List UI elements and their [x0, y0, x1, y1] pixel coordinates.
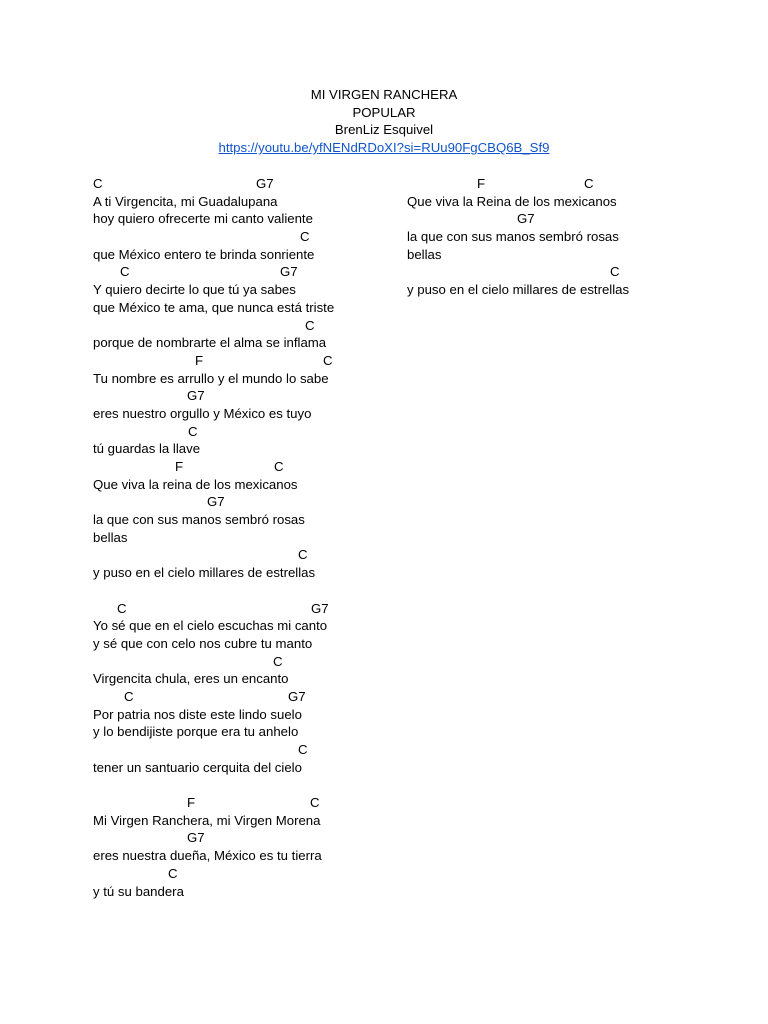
lyric-line: que México entero te brinda sonriente [93, 246, 315, 262]
lyric-line: bellas [407, 246, 442, 262]
chord-line [93, 600, 393, 618]
chord: G7 [311, 600, 329, 616]
lyric-line: bellas [93, 529, 128, 545]
lyrics-column-left [93, 175, 393, 900]
chord: G7 [207, 494, 225, 510]
chord-line [407, 175, 707, 193]
song-title: MI VIRGEN RANCHERA [310, 87, 458, 102]
lyric-line: hoy quiero ofrecerte mi canto valiente [93, 211, 313, 227]
lyrics-column-right [407, 175, 707, 299]
chord: C [124, 688, 134, 704]
lyric-line: Que viva la reina de los mexicanos [93, 476, 298, 492]
lyric-line: Mi Virgen Ranchera, mi Virgen Morena [93, 812, 321, 828]
chord-line [93, 794, 393, 812]
chord: C [323, 352, 333, 368]
lyric-line: Que viva la Reina de los mexicanos [407, 193, 617, 209]
lyric-line: y sé que con celo nos cubre tu manto [93, 635, 313, 651]
chord: F [195, 352, 204, 368]
lyric-line: Virgencita chula, eres un encanto [93, 671, 289, 687]
lyric-line: eres nuestra dueña, México es tu tierra [93, 848, 322, 864]
chord: C [298, 742, 308, 757]
chord-line [93, 263, 393, 281]
chord-line [93, 423, 393, 441]
chord: F [175, 459, 184, 474]
chord-line [93, 458, 393, 476]
chord-line [93, 741, 393, 759]
chord: G7 [517, 211, 535, 227]
chord: C [298, 547, 308, 563]
lyric-line: Por patria nos diste este lindo suelo [93, 706, 302, 722]
blank-line [93, 776, 393, 794]
chord-line [407, 210, 707, 228]
lyric-line: que México te ama, que nunca está triste [93, 299, 335, 315]
lyric-line: y lo bendijiste porque era tu anhelo [93, 724, 299, 740]
chord-line [93, 352, 393, 370]
chord: F [477, 176, 486, 191]
chord-line [93, 546, 393, 564]
chord: C [117, 600, 127, 616]
chord: C [188, 423, 198, 439]
chord-line [93, 175, 393, 193]
chord-line [93, 688, 393, 706]
chord-line [93, 653, 393, 671]
lyric-line: tú guardas la llave [93, 441, 201, 457]
chord: C [168, 865, 178, 881]
song-author: BrenLiz Esquivel [334, 122, 434, 138]
lyric-line: la que con sus manos sembró rosas [407, 229, 619, 245]
chord-line [93, 493, 393, 511]
lyric-line: Y quiero decirte lo que tú ya sabes [93, 282, 296, 298]
lyric-line: Yo sé que en el cielo escuchas mi canto [93, 618, 328, 634]
chord: C [300, 229, 310, 245]
lyric-line: Tu nombre es arrullo y el mundo lo sabe [93, 370, 329, 386]
chord-line [407, 263, 707, 281]
lyric-line: y puso en el cielo millares de estrellas [407, 282, 630, 298]
lyric-line: porque de nombrarte el alma se inflama [93, 335, 327, 351]
chord: G7 [187, 830, 205, 846]
chord: C [310, 795, 320, 811]
lyric-line: eres nuestro orgullo y México es tuyo [93, 405, 312, 421]
lyric-line: tener un santuario cerquita del cielo [93, 759, 302, 775]
lyric-line: A ti Virgencita, mi Guadalupana [93, 193, 278, 209]
lyric-line: y tú su bandera [93, 883, 184, 899]
chord: C [610, 264, 620, 280]
song-subtitle: POPULAR [352, 104, 416, 120]
chord: C [274, 459, 284, 474]
song-header [0, 86, 768, 157]
chord: C [273, 653, 283, 669]
lyric-line: la que con sus manos sembró rosas [93, 512, 305, 528]
youtube-link[interactable]: https://youtu.be/yfNENdRDoXI?si=RUu90FgCBQ6B_Sf9 [218, 140, 550, 156]
chord: G7 [288, 688, 306, 704]
chord: G7 [256, 176, 274, 191]
chord-line [93, 829, 393, 847]
chord: C [120, 264, 130, 280]
chord-line [93, 228, 393, 246]
chord: G7 [187, 388, 205, 404]
chord: F [187, 795, 196, 811]
chord: C [93, 176, 103, 191]
chord: C [305, 317, 315, 333]
chord-line [93, 387, 393, 405]
blank-line [93, 582, 393, 600]
lyric-line: y puso en el cielo millares de estrellas [93, 565, 316, 581]
chord-line [93, 317, 393, 335]
chord: C [584, 176, 594, 191]
chord-line [93, 865, 393, 883]
chord: G7 [280, 264, 298, 280]
